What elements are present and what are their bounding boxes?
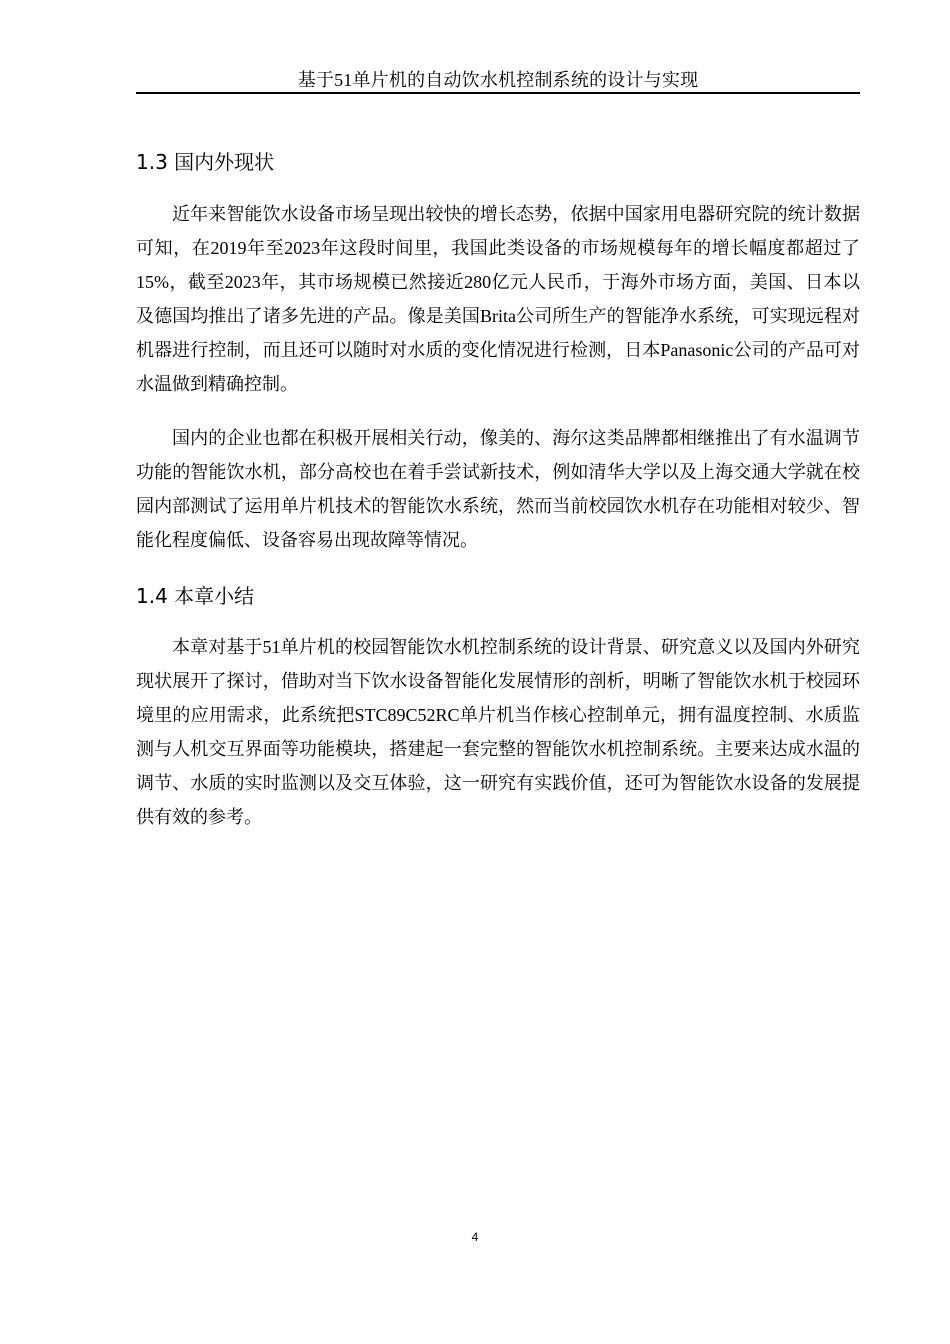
page-number: 4 [471,1230,479,1244]
paragraph: 本章对基于51单片机的校园智能饮水机控制系统的设计背景、研究意义以及国内外研究现状展开了探讨，借助对当下饮水设备智能化发展情形的剖析，明晰了智能饮水机于校园环境里的应用需求，此系统把STC89C52RC单片机当作核心控制单元，拥有温度控制、水质监测与人机交互界面等功能模块，搭建起一套完整的智能饮水机控制系统。主要来达成水温的调节、水质的实时监测以及交互体验，这一研究有实践价值，还可为智能饮水设备的发展提供有效的参考。 [136,637,860,827]
paragraph: 国内的企业也都在积极开展相关行动，像美的、海尔这类品牌都相继推出了有水温调节功能的智能饮水机，部分高校也在着手尝试新技术，例如清华大学以及上海交通大学就在校园内部测试了运用单片机技术的智能饮水系统，然而当前校园饮水机存在功能相对较少、智能化程度偏低、设备容易出现故障等情况。 [136,428,860,550]
section-heading-1-3: 1.3 国内外现状 [136,150,275,174]
running-header: 基于51单片机的自动饮水机控制系统的设计与实现 [297,70,699,90]
header-rule [136,92,860,94]
paragraph: 近年来智能饮水设备市场呈现出较快的增长态势，依据中国家用电器研究院的统计数据可知，在2019年至2023年这段时间里，我国此类设备的市场规模每年的增长幅度都超过了15%，截至2023年，其市场规模已然接近280亿元人民币，于海外市场方面，美国、日本以及德国均推出了诸多先进的产品。像是美国Brita公司所生产的智能净水系统，可实现远程对机器进行控制，而且还可以随时对水质的变化情况进行检测，日本Panasonic公司的产品可对水温做到精确控制。 [136,204,860,394]
section-heading-1-4: 1.4 本章小结 [136,584,255,608]
